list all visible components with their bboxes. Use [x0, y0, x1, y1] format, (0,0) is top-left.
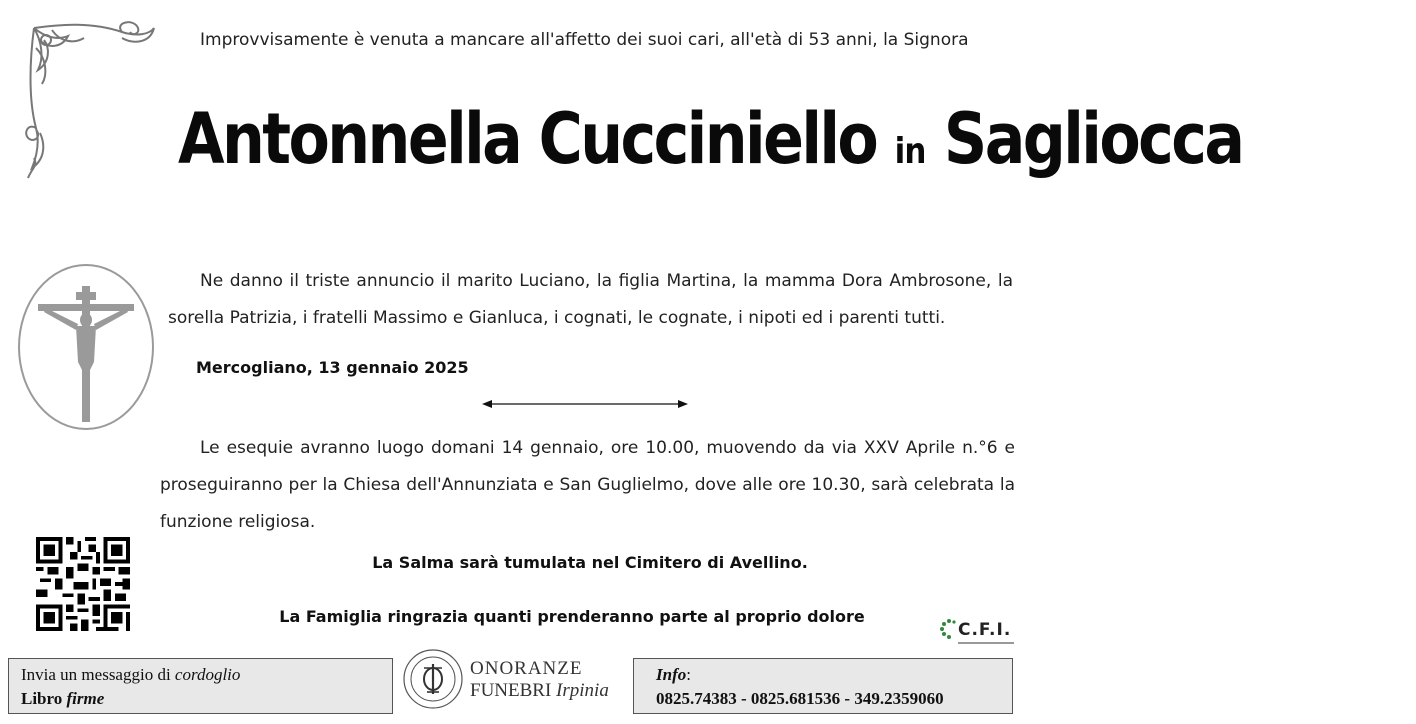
double-arrow-divider-icon: [480, 396, 690, 412]
corner-flourish-ornament: [22, 18, 162, 188]
condolence-em: cordoglio: [174, 665, 241, 684]
company-line2-em: Irpinia: [556, 680, 609, 701]
cfi-logo: [940, 618, 1015, 650]
cfi-dots-icon: [940, 618, 958, 642]
deceased-name-first: Antonnella Cucciniello: [178, 98, 877, 180]
company-logo: [402, 648, 630, 714]
deceased-name-married: Sagliocca: [943, 98, 1243, 180]
guestbook-em: firme: [66, 689, 105, 708]
company-line2-prefix: FUNEBRI: [470, 680, 557, 701]
guestbook-link[interactable]: [21, 687, 380, 711]
cfi-underline: [958, 642, 1014, 644]
company-emblem-icon: [402, 648, 464, 710]
deceased-name: [178, 98, 1243, 208]
announcement-paragraph: Ne danno il triste annuncio il marito Luciano, la figlia Martina, la mamma Dora Ambrosone, la sorella Patrizia, i fratelli Massimo e Gianluca, i cognati, le cognate, i nipoti ed i parenti tutti.: [168, 271, 1013, 328]
burial-text: La Salma sarà tumulata nel Cimitero di Avellino.: [372, 553, 808, 572]
phone-numbers[interactable]: 0825.74383 - 0825.681536 - 349.2359060: [656, 689, 944, 708]
company-name-line2: [470, 680, 609, 702]
guestbook-prefix: Libro: [21, 689, 67, 708]
company-name-line1: ONORANZE: [470, 658, 583, 679]
intro-text: Improvvisamente è venuta a mancare all'affetto dei suoi cari, all'età di 53 anni, la Signora: [200, 30, 969, 50]
thanks-text: La Famiglia ringrazia quanti prenderanno parte al proprio dolore: [279, 607, 865, 626]
funeral-paragraph: Le esequie avranno luogo domani 14 gennaio, ore 10.00, muovendo da via XXV Aprile n.°6 e proseguiranno per la Chiesa dell'Annunziata e San Guglielmo, dove alle ore 10.30, sarà celebrata la funzione religiosa.: [160, 438, 1015, 532]
condolence-box[interactable]: [8, 658, 393, 714]
place-date: Mercogliano, 13 gennaio 2025: [196, 358, 469, 377]
crucifix-icon: [16, 262, 156, 432]
info-label-text: Info: [656, 665, 687, 684]
condolence-link[interactable]: [21, 663, 380, 687]
info-label: Info:: [656, 665, 691, 684]
cfi-logo-text: C.F.I.: [958, 620, 1012, 640]
info-box: [633, 658, 1013, 714]
deceased-name-connector: in: [894, 131, 926, 172]
deceased-name-main: [178, 98, 1242, 180]
condolence-prefix: Invia un messaggio di: [21, 665, 175, 684]
